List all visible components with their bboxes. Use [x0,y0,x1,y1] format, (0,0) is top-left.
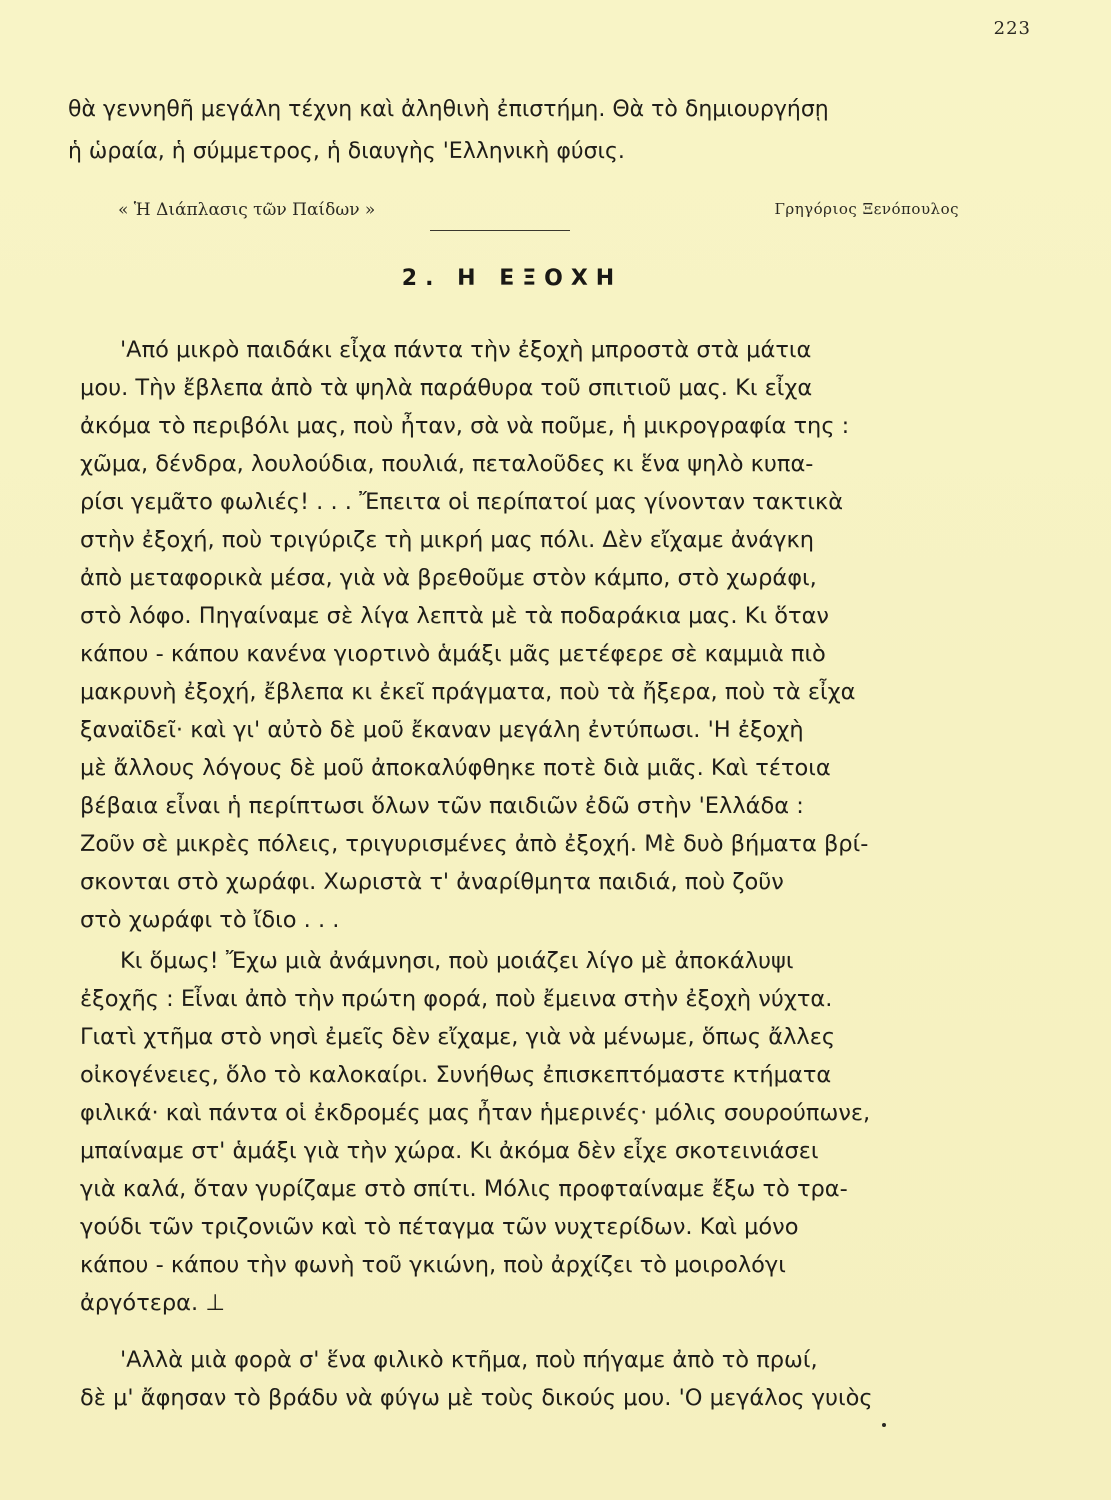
text-line: μακρυνὴ ἐξοχή, ἔβλεπα κι ἐκεῖ πράγματα, ποὺ τὰ ἤξερα, ποὺ τὰ εἶχα [80,679,856,705]
text-line: ἀκόμα τὸ περιβόλι μας, ποὺ ἦταν, σὰ νὰ ποῦμε, ἡ μικρογραφία της : [80,413,850,439]
text-line: ἐξοχῆς : Εἶναι ἀπὸ τὴν πρώτη φορά, ποὺ ἔμεινα στὴν ἐξοχὴ νύχτα. [80,986,833,1012]
text-line: κάπου - κάπου κανένα γιορτινὸ ἁμάξι μᾶς μετέφερε σὲ καμμιὰ πιὸ [80,641,826,667]
text-line: 'Αλλὰ μιὰ φορὰ σ' ἕνα φιλικὸ κτῆμα, ποὺ πήγαμε ἀπὸ τὸ πρωί, [120,1347,818,1373]
text-line: ἀργότερα. ⊥ [80,1290,225,1316]
text-line: ρίσι γεμᾶτο φωλιές! . . . Ἔπειτα οἱ περίπατοί μας γίνονταν τακτικὰ [80,489,844,515]
text-line: μου. Τὴν ἔβλεπα ἀπὸ τὰ ψηλὰ παράθυρα τοῦ σπιτιοῦ μας. Κι εἶχα [80,375,813,401]
page-dot [882,1423,886,1427]
intro-line: θὰ γεννηθῆ μεγάλη τέχνη καὶ ἀληθινὴ ἐπιστήμη. Θὰ τὸ δημιουργήσῃ [68,97,829,122]
page-number: 223 [993,18,1031,39]
text-line: μὲ ἄλλους λόγους δὲ μοῦ ἀποκαλύφθηκε ποτὲ διὰ μιᾶς. Καὶ τέτοια [80,755,831,781]
text-line: δὲ μ' ἄφησαν τὸ βράδυ νὰ φύγω μὲ τοὺς δικούς μου. 'Ο μεγάλος γυιὸς [80,1385,873,1411]
section-title: 2. Η ΕΞΟΧΗ [401,266,623,291]
text-line: γούδι τῶν τριζονιῶν καὶ τὸ πέταγμα τῶν νυχτερίδων. Καὶ μόνο [80,1214,799,1240]
text-line: Γιατὶ χτῆμα στὸ νησὶ ἐμεῖς δὲν εἴχαμε, γιὰ νὰ μένωμε, ὅπως ἄλλες [80,1024,836,1050]
text-line: γιὰ καλά, ὅταν γυρίζαμε στὸ σπίτι. Μόλις προφταίναμε ἔξω τὸ τρα- [80,1176,848,1202]
text-line: στὴν ἐξοχή, ποὺ τριγύριζε τὴ μικρή μας πόλι. Δὲν εἴχαμε ἀνάγκη [80,527,814,553]
intro-line: ἡ ὡραία, ἡ σύμμετρος, ἡ διαυγὴς 'Ελληνικὴ φύσις. [68,139,625,164]
text-line: στὸ χωράφι τὸ ἴδιο . . . [80,907,340,933]
text-line: φιλικά· καὶ πάντα οἱ ἐκδρομές μας ἦταν ἡμερινές· μόλις σουρούπωνε, [80,1100,871,1126]
text-line: Κι ὅμως! Ἔχω μιὰ ἀνάμνησι, ποὺ μοιάζει λίγο μὲ ἀποκάλυψι [120,948,794,974]
text-line: οἰκογένειες, ὅλο τὸ καλοκαίρι. Συνήθως ἐπισκεπτόμαστε κτήματα [80,1062,832,1088]
text-line: μπαίναμε στ' ἁμάξι γιὰ τὴν χώρα. Κι ἀκόμα δὲν εἶχε σκοτεινιάσει [80,1138,819,1164]
text-line: σκονται στὸ χωράφι. Χωριστὰ τ' ἀναρίθμητα παιδιά, ποὺ ζοῦν [80,869,784,895]
text-line: ἀπὸ μεταφορικὰ μέσα, γιὰ νὰ βρεθοῦμε στὸν κάμπο, στὸ χωράφι, [80,565,817,591]
text-line: Ζοῦν σὲ μικρὲς πόλεις, τριγυρισμένες ἀπὸ ἐξοχή. Μὲ δυὸ βήματα βρί- [80,831,869,857]
source-citation: « Ἡ Διάπλασις τῶν Παίδων » [118,200,376,220]
text-line: ξαναϊδεῖ· καὶ γι' αὐτὸ δὲ μοῦ ἔκαναν μεγάλη ἐντύπωσι. 'Η ἐξοχὴ [80,717,804,743]
text-line: 'Από μικρὸ παιδάκι εἶχα πάντα τὴν ἐξοχὴ μπροστὰ στὰ μάτια [120,337,812,363]
text-line: κάπου - κάπου τὴν φωνὴ τοῦ γκιώνη, ποὺ ἀρχίζει τὸ μοιρολόγι [80,1252,786,1278]
text-line: χῶμα, δένδρα, λουλούδια, πουλιά, πεταλοῦδες κι ἕνα ψηλὸ κυπα- [80,451,814,477]
text-line: βέβαια εἶναι ἡ περίπτωσι ὅλων τῶν παιδιῶν ἐδῶ στὴν 'Ελλάδα : [80,793,804,819]
author-name: Γρηγόριος Ξενόπουλος [774,200,959,218]
section-divider [430,230,570,231]
text-line: στὸ λόφο. Πηγαίναμε σὲ λίγα λεπτὰ μὲ τὰ ποδαράκια μας. Κι ὅταν [80,603,829,629]
